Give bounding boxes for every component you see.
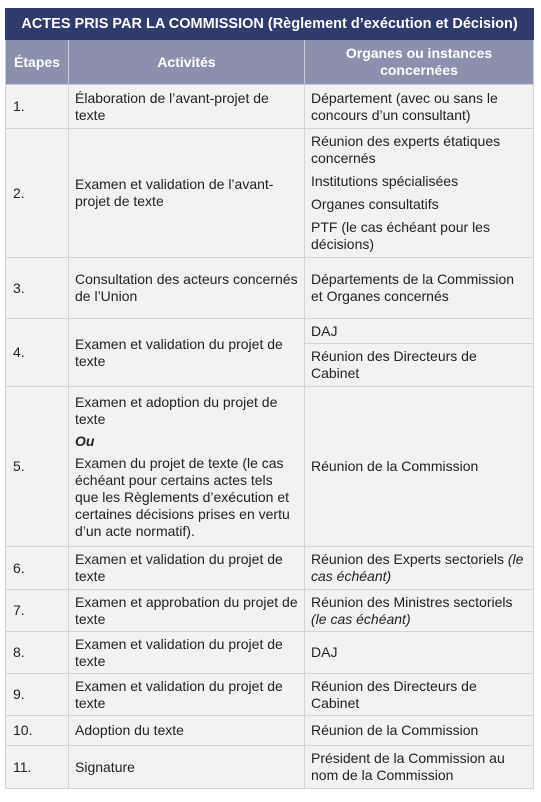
table-row bbox=[6, 85, 534, 129]
organ-text: Réunion des Ministres sectoriels bbox=[311, 593, 513, 610]
step-number: 6. bbox=[6, 547, 69, 590]
organ-cell: Réunion de la Commission bbox=[305, 716, 534, 746]
organ-cell: Départements de la Commission et Organes concernés bbox=[305, 258, 534, 319]
organ-item: DAJ bbox=[311, 323, 338, 339]
organ-item: Institutions spécialisées bbox=[311, 173, 459, 189]
activity-text: Examen et adoption du projet de texte bbox=[75, 393, 278, 427]
table-row bbox=[6, 547, 534, 590]
step-number: 3. bbox=[6, 258, 69, 319]
activity-cell: Examen et validation de l’avant-projet de texte bbox=[69, 129, 305, 258]
activity-cell: Examen et validation du projet de texte bbox=[69, 674, 305, 716]
organ-cell bbox=[305, 319, 534, 387]
acts-table-container bbox=[5, 8, 533, 789]
step-number: 9. bbox=[6, 674, 69, 716]
organ-cell bbox=[305, 590, 534, 632]
table-row bbox=[6, 716, 534, 746]
organ-cell: Réunion de la Commission bbox=[305, 387, 534, 547]
step-number: 8. bbox=[6, 632, 69, 674]
organ-text: Réunion des Experts sectoriels bbox=[311, 551, 504, 567]
activity-cell: Examen et validation du projet de texte bbox=[69, 547, 305, 590]
step-number: 7. bbox=[6, 590, 69, 632]
step-number: 4. bbox=[6, 319, 69, 387]
step-number: 1. bbox=[6, 85, 69, 129]
table-row bbox=[6, 258, 534, 319]
table-header-row bbox=[6, 40, 534, 85]
activity-cell: Examen et validation du projet de texte bbox=[69, 632, 305, 674]
organ-cell bbox=[305, 547, 534, 590]
organ-item: Réunion des Directeurs de Cabinet bbox=[305, 343, 533, 386]
organ-cell: DAJ bbox=[305, 632, 534, 674]
table-row bbox=[6, 674, 534, 716]
step-number: 10. bbox=[6, 716, 69, 746]
acts-table bbox=[5, 8, 534, 789]
step-number: 11. bbox=[6, 746, 69, 789]
activity-or: Ou bbox=[75, 432, 95, 449]
organ-cell: Département (avec ou sans le concours d’un consultant) bbox=[305, 85, 534, 129]
activity-cell: Consultation des acteurs concernés de l’Union bbox=[69, 258, 305, 319]
activity-text: Examen du projet de texte (le cas échéant pour certains actes tels que les Règlements d’exécution et certaines décisions prises en vertu d’un acte normatif). bbox=[75, 454, 290, 539]
activity-cell: Examen et validation du projet de texte bbox=[69, 319, 305, 387]
step-number: 2. bbox=[6, 129, 69, 258]
organ-item: PTF (le cas échéant pour les décisions) bbox=[311, 219, 490, 252]
table-row bbox=[6, 129, 534, 258]
header-etapes: Étapes bbox=[6, 40, 69, 85]
activity-cell: Adoption du texte bbox=[69, 716, 305, 746]
table-title-row bbox=[6, 9, 534, 40]
table-row bbox=[6, 632, 534, 674]
organ-item: Organes consultatifs bbox=[311, 196, 439, 212]
table-row bbox=[6, 387, 534, 547]
header-organes: Organes ou instances concernées bbox=[305, 40, 534, 85]
table-title: ACTES PRIS PAR LA COMMISSION (Règlement d’exécution et Décision) bbox=[6, 9, 534, 40]
table-row bbox=[6, 590, 534, 632]
step-number: 5. bbox=[6, 387, 69, 547]
header-activites: Activités bbox=[69, 40, 305, 85]
organ-cell: Réunion des Directeurs de Cabinet bbox=[305, 674, 534, 716]
activity-cell: Élaboration de l’avant-projet de texte bbox=[69, 85, 305, 129]
table-row bbox=[6, 319, 534, 387]
table-row bbox=[6, 746, 534, 789]
organ-cell bbox=[305, 129, 534, 258]
organ-item: Réunion des experts étatiques concernés bbox=[311, 133, 501, 166]
activity-cell: Examen et approbation du projet de texte bbox=[69, 590, 305, 632]
organ-cell: Président de la Commission au nom de la Commission bbox=[305, 746, 534, 789]
organ-note: (le cas échéant) bbox=[311, 610, 411, 627]
activity-cell: Signature bbox=[69, 746, 305, 789]
organ-note: (le cas échéant) bbox=[311, 551, 524, 584]
activity-cell bbox=[69, 387, 305, 547]
